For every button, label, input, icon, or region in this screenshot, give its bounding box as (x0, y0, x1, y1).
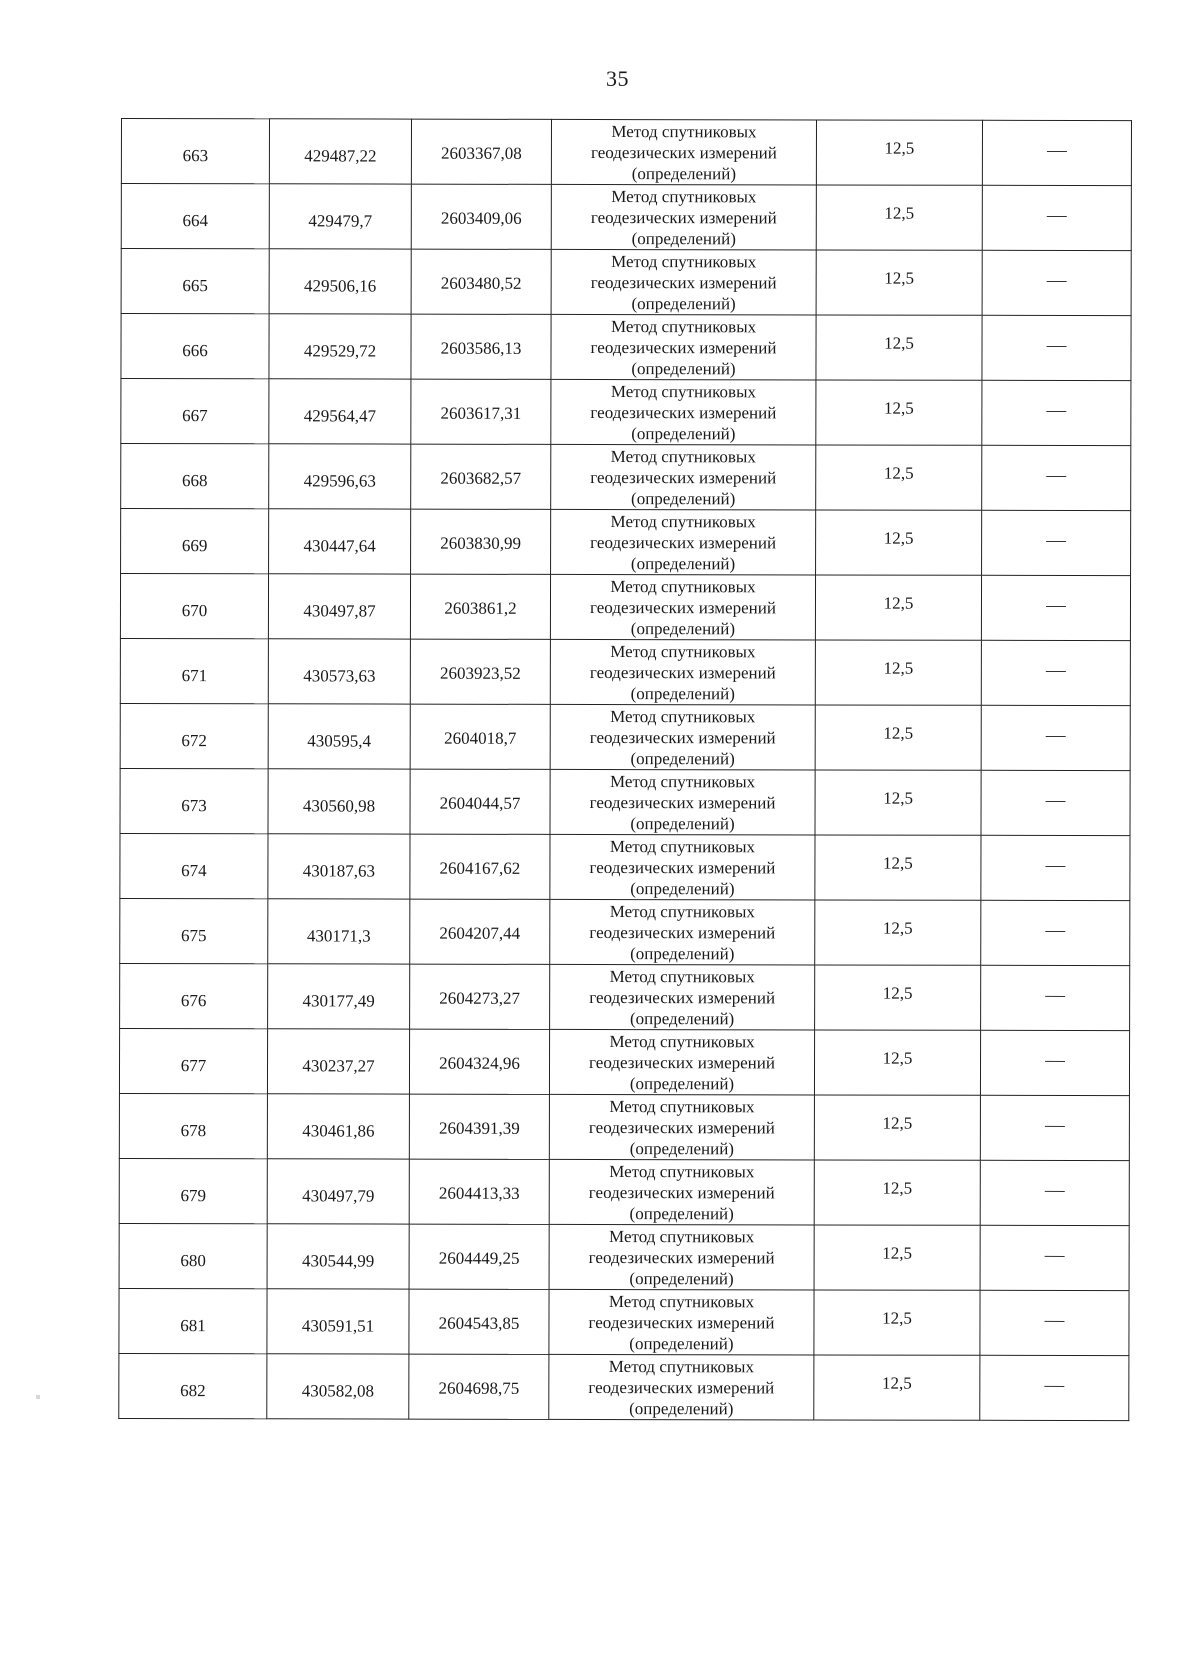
table-row (121, 249, 1131, 316)
method-line: Метод спутниковых (609, 836, 756, 856)
method-cell (549, 1159, 814, 1225)
description-cell (980, 1355, 1129, 1420)
dash-mark (1046, 411, 1066, 412)
point-number-cell: 672 (120, 703, 268, 768)
x-coordinate-cell: 429479,7 (269, 184, 411, 249)
accuracy-cell: 12,5 (814, 1095, 980, 1160)
method-line: геодезических измерений (588, 1182, 775, 1202)
point-number-cell: 665 (121, 249, 269, 314)
point-number-cell: 663 (121, 119, 269, 184)
dash-mark (1045, 866, 1065, 867)
point-number-cell: 669 (121, 509, 269, 574)
method-line: (определений) (630, 618, 736, 638)
description-cell (982, 315, 1131, 380)
y-coordinate-cell: 2603682,57 (411, 444, 551, 509)
method-line: (определений) (629, 1268, 734, 1288)
method-line: Метод спутниковых (610, 381, 757, 401)
method-line: Метод спутниковых (609, 901, 755, 921)
scan-speck (36, 1395, 40, 1399)
point-number-cell: 681 (119, 1288, 267, 1353)
accuracy-cell: 12,5 (815, 640, 981, 705)
point-number-cell: 667 (121, 379, 269, 444)
y-coordinate-cell: 2603480,52 (411, 249, 551, 314)
point-number-cell: 677 (119, 1028, 267, 1093)
table-row (119, 1093, 1129, 1160)
accuracy-cell: 12,5 (814, 1160, 980, 1225)
method-line: геодезических измерений (590, 142, 777, 162)
y-coordinate-cell: 2604543,85 (409, 1289, 549, 1354)
y-coordinate-cell: 2603617,31 (411, 379, 551, 444)
method-line: Метод спутниковых (609, 966, 755, 986)
y-coordinate-cell: 2604044,57 (410, 769, 550, 834)
method-cell (550, 704, 815, 770)
x-coordinate-cell: 430582,08 (267, 1354, 409, 1419)
dash-mark (1045, 1061, 1065, 1062)
description-cell (982, 445, 1131, 510)
dash-mark (1045, 931, 1065, 932)
method-line: геодезических измерений (589, 857, 776, 877)
table-row (120, 574, 1130, 641)
method-cell (551, 249, 816, 315)
method-line: геодезических измерений (590, 402, 777, 422)
dash-mark (1046, 736, 1066, 737)
point-number-cell: 675 (120, 898, 268, 963)
method-line: (определений) (630, 813, 735, 833)
method-line: Метод спутниковых (610, 706, 756, 726)
description-cell (982, 185, 1131, 250)
x-coordinate-cell: 430447,64 (269, 509, 411, 574)
method-line: Метод спутниковых (608, 1356, 754, 1376)
point-number-cell: 682 (119, 1353, 267, 1418)
table-row (119, 1353, 1129, 1420)
method-line: (определений) (629, 1138, 734, 1158)
method-line: (определений) (630, 553, 736, 573)
point-number-cell: 674 (120, 833, 268, 898)
x-coordinate-cell: 430497,79 (267, 1159, 409, 1224)
point-number-cell: 664 (121, 184, 269, 249)
method-cell (551, 379, 816, 445)
table-row (121, 314, 1131, 381)
method-line: (определений) (630, 943, 735, 963)
accuracy-cell: 12,5 (815, 575, 981, 640)
x-coordinate-cell: 429564,47 (269, 379, 411, 444)
method-line: Метод спутниковых (608, 1291, 755, 1311)
method-line: геодезических измерений (590, 337, 777, 357)
x-coordinate-cell: 430461,86 (267, 1094, 409, 1159)
method-line: (определений) (631, 358, 736, 378)
method-line: (определений) (631, 423, 736, 443)
description-cell (980, 1095, 1129, 1160)
accuracy-cell: 12,5 (814, 1290, 980, 1355)
description-cell (981, 965, 1130, 1030)
x-coordinate-cell: 429487,22 (269, 119, 411, 184)
x-coordinate-cell: 430177,49 (268, 964, 410, 1029)
y-coordinate-cell: 2604449,25 (409, 1224, 549, 1289)
method-line: (определений) (630, 683, 735, 703)
x-coordinate-cell: 429506,16 (269, 249, 411, 314)
table-body (119, 119, 1132, 1421)
description-cell (980, 1225, 1129, 1290)
dash-mark (1047, 346, 1067, 347)
table-row (120, 833, 1130, 900)
x-coordinate-cell: 430595,4 (268, 704, 410, 769)
method-line: (определений) (629, 1073, 735, 1093)
point-number-cell: 666 (121, 314, 269, 379)
method-line: геодезических измерений (588, 1312, 775, 1332)
y-coordinate-cell: 2603409,06 (411, 184, 551, 249)
accuracy-cell: 12,5 (815, 770, 981, 835)
dash-mark (1047, 281, 1067, 282)
point-number-cell: 679 (119, 1158, 267, 1223)
method-line: Метод спутниковых (609, 1161, 755, 1181)
y-coordinate-cell: 2604018,7 (410, 704, 550, 769)
method-line: геодезических измерений (589, 727, 776, 747)
method-cell (551, 119, 816, 185)
method-line: Метод спутниковых (610, 316, 757, 336)
accuracy-cell: 12,5 (816, 185, 982, 250)
accuracy-cell: 12,5 (815, 705, 981, 770)
accuracy-cell: 12,5 (816, 315, 982, 380)
method-cell (550, 899, 815, 965)
accuracy-cell: 12,5 (816, 510, 982, 575)
description-cell (982, 380, 1131, 445)
method-cell (549, 1224, 814, 1290)
method-cell (550, 964, 815, 1030)
description-cell (981, 705, 1130, 770)
method-cell (550, 639, 815, 705)
method-line: (определений) (629, 1008, 735, 1028)
method-line: геодезических измерений (589, 1052, 775, 1072)
dash-mark (1045, 1256, 1065, 1257)
method-cell (549, 1094, 814, 1160)
y-coordinate-cell: 2603923,52 (410, 639, 550, 704)
method-line: геодезических измерений (589, 922, 776, 942)
point-number-cell: 680 (119, 1223, 267, 1288)
x-coordinate-cell: 430171,3 (268, 899, 410, 964)
point-number-cell: 668 (121, 444, 269, 509)
y-coordinate-cell: 2603367,08 (411, 119, 551, 184)
table-row (121, 119, 1131, 186)
description-cell (980, 1030, 1129, 1095)
method-cell (551, 184, 816, 250)
method-line: Метод спутниковых (609, 1031, 755, 1051)
method-cell (549, 1354, 814, 1420)
description-cell (981, 640, 1130, 705)
method-line: (определений) (631, 488, 736, 508)
method-line: (определений) (631, 228, 736, 248)
point-number-cell: 670 (120, 574, 268, 639)
method-line: геодезических измерений (590, 597, 776, 617)
x-coordinate-cell: 430573,63 (268, 639, 410, 704)
table-row (120, 963, 1130, 1030)
description-cell (982, 510, 1131, 575)
table-row (119, 1288, 1129, 1355)
dash-mark (1046, 801, 1066, 802)
description-cell (981, 835, 1130, 900)
dash-mark (1046, 606, 1066, 607)
coordinates-table (118, 118, 1132, 1421)
method-line: геодезических измерений (590, 532, 777, 552)
method-line: (определений) (631, 293, 736, 313)
accuracy-cell: 12,5 (816, 250, 982, 315)
accuracy-cell: 12,5 (815, 900, 981, 965)
method-line: Метод спутниковых (610, 641, 756, 661)
page-number: 35 (606, 66, 629, 91)
method-line: Метод спутниковых (609, 771, 756, 791)
description-cell (980, 1290, 1129, 1355)
point-number-cell: 678 (119, 1093, 267, 1158)
point-number-cell: 676 (120, 963, 268, 1028)
x-coordinate-cell: 430544,99 (267, 1224, 409, 1289)
dash-mark (1046, 476, 1066, 477)
dash-mark (1045, 996, 1065, 997)
method-line: геодезических измерений (589, 987, 776, 1007)
y-coordinate-cell: 2603830,99 (411, 509, 551, 574)
dash-mark (1046, 541, 1066, 542)
method-line: (определений) (630, 878, 735, 898)
accuracy-cell: 12,5 (814, 1030, 980, 1095)
method-cell (549, 1289, 814, 1355)
method-line: Метод спутниковых (611, 186, 757, 206)
method-line: (определений) (629, 1398, 734, 1418)
table-row (120, 898, 1130, 965)
method-line: Метод спутниковых (611, 251, 757, 271)
method-cell (551, 444, 816, 510)
table-row (120, 703, 1130, 770)
table-row (120, 768, 1130, 835)
table-row (119, 1158, 1129, 1225)
table-row (120, 638, 1130, 705)
method-cell (550, 574, 815, 640)
y-coordinate-cell: 2604273,27 (410, 964, 550, 1029)
dash-mark (1044, 1386, 1064, 1387)
table-row (121, 509, 1131, 576)
method-line: геодезических измерений (590, 207, 777, 227)
y-coordinate-cell: 2603861,2 (410, 574, 550, 639)
description-cell (982, 120, 1131, 185)
point-number-cell: 673 (120, 768, 268, 833)
method-line: геодезических измерений (589, 662, 776, 682)
description-cell (981, 900, 1130, 965)
description-cell (982, 250, 1131, 315)
accuracy-cell: 12,5 (814, 1355, 980, 1420)
accuracy-cell: 12,5 (815, 835, 981, 900)
method-cell (550, 769, 815, 835)
accuracy-cell: 12,5 (816, 120, 982, 185)
dash-mark (1046, 671, 1066, 672)
y-coordinate-cell: 2604324,96 (409, 1029, 549, 1094)
dash-mark (1047, 216, 1067, 217)
x-coordinate-cell: 430560,98 (268, 769, 410, 834)
method-line: Метод спутниковых (609, 1226, 755, 1246)
method-line: геодезических измерений (590, 272, 777, 292)
method-line: Метод спутниковых (611, 121, 757, 141)
y-coordinate-cell: 2604413,33 (409, 1159, 549, 1224)
method-line: Метод спутниковых (610, 511, 756, 531)
method-line: Метод спутниковых (610, 446, 756, 466)
dash-mark (1047, 151, 1067, 152)
table-row (121, 184, 1131, 251)
point-number-cell: 671 (120, 638, 268, 703)
x-coordinate-cell: 430237,27 (267, 1029, 409, 1094)
method-line: Метод спутниковых (610, 576, 756, 596)
method-cell (551, 509, 816, 575)
x-coordinate-cell: 429529,72 (269, 314, 411, 379)
x-coordinate-cell: 430497,87 (268, 574, 410, 639)
accuracy-cell: 12,5 (816, 380, 982, 445)
y-coordinate-cell: 2604167,62 (410, 834, 550, 899)
method-line: (определений) (629, 1333, 734, 1353)
method-cell (551, 314, 816, 380)
method-line: (определений) (629, 1203, 734, 1223)
x-coordinate-cell: 430187,63 (268, 834, 410, 899)
method-line: геодезических измерений (590, 467, 777, 487)
table-row (121, 444, 1131, 511)
description-cell (981, 575, 1130, 640)
dash-mark (1045, 1126, 1065, 1127)
method-line: геодезических измерений (588, 1247, 775, 1267)
method-line: геодезических измерений (588, 1377, 775, 1397)
method-line: геодезических измерений (588, 1117, 775, 1137)
accuracy-cell: 12,5 (816, 445, 982, 510)
x-coordinate-cell: 429596,63 (269, 444, 411, 509)
method-cell (550, 834, 815, 900)
method-line: Метод спутниковых (609, 1096, 755, 1116)
method-cell (549, 1029, 814, 1095)
dash-mark (1044, 1321, 1064, 1322)
description-cell (981, 770, 1130, 835)
table-row (119, 1028, 1129, 1095)
y-coordinate-cell: 2604391,39 (409, 1094, 549, 1159)
y-coordinate-cell: 2603586,13 (411, 314, 551, 379)
method-line: (определений) (631, 163, 737, 183)
description-cell (980, 1160, 1129, 1225)
method-line: геодезических измерений (589, 792, 776, 812)
y-coordinate-cell: 2604698,75 (409, 1354, 549, 1419)
y-coordinate-cell: 2604207,44 (410, 899, 550, 964)
table-row (121, 379, 1131, 446)
dash-mark (1045, 1191, 1065, 1192)
accuracy-cell: 12,5 (814, 1225, 980, 1290)
method-line: (определений) (630, 748, 735, 768)
x-coordinate-cell: 430591,51 (267, 1289, 409, 1354)
accuracy-cell: 12,5 (815, 965, 981, 1030)
table-row (119, 1223, 1129, 1290)
